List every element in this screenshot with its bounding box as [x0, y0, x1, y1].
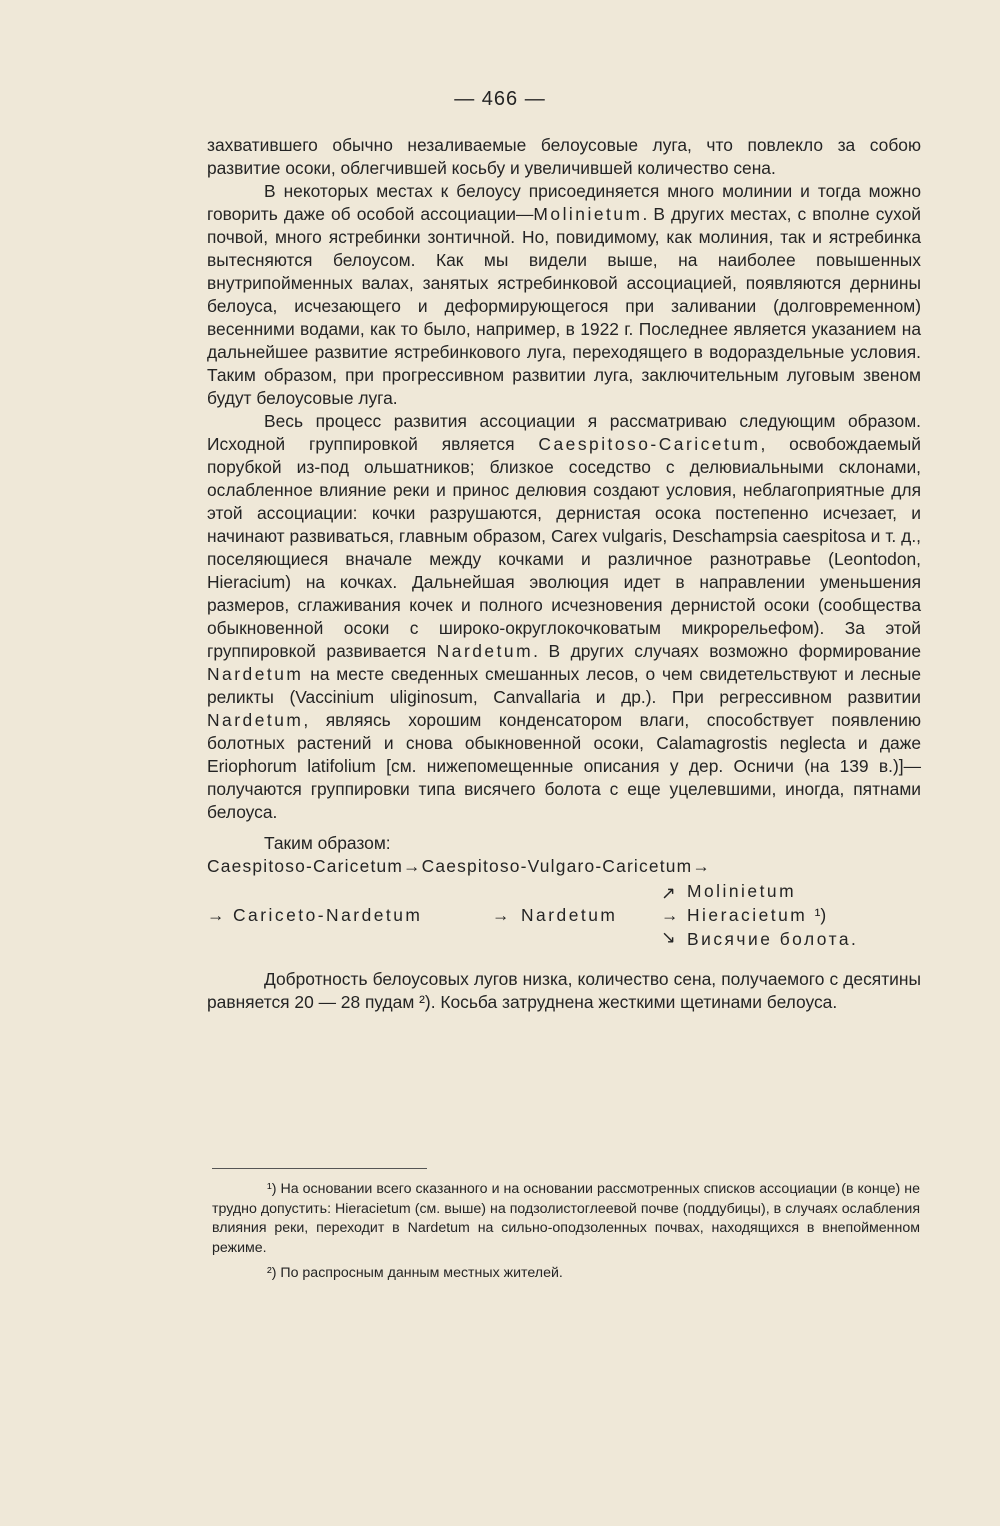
scheme-nardetum: Nardetum: [521, 905, 618, 925]
scheme-line-1: Caespitoso-Caricetum→Caespitoso-Vulgaro-Caricetum→: [207, 856, 711, 876]
footnotes: [212, 1180, 920, 1284]
scheme-branch: [207, 880, 921, 952]
paragraph-2-part-2: . В других местах, с вполне сухой почвой, много ястребинки зонтичной. Но, повидимому, как молиния, так и ястребинка вытесняются белоусом. Как мы видели выше, на наиболее повышенных внутрипойменных валах, занятых ястребинковой ассоциацией, появляются дернины белоуса, исчезающего и деформирующегося при заливании (долговременном) весенними водами, как то было, например, в 1922 г. Последнее является указанием на дальнейшее развитие ястребинкового луга, переходящего в водораздельные условия. Таким образом, при прогрессивном развитии луга, заключительным луговым звеном будут белоусовые луга.: [207, 204, 921, 408]
paragraph-2-part-1: В некоторых местах к белоусу присоединяется много молинии и тогда можно говорить даже об особой ассоциации—: [207, 181, 921, 224]
paragraph-2: [207, 180, 921, 410]
scheme-intro: Таким образом:: [264, 833, 391, 853]
main-text: [207, 134, 921, 1014]
term-caespitoso-caricetum: Caespitoso-Caricetum: [538, 434, 761, 454]
scheme-arrow-down: ↘: [661, 927, 676, 947]
footnote-ref-1: ¹): [814, 905, 827, 925]
paragraph-1: захватившего обычно незаливаемые белоусовые луга, что повлекло за собою развитие осоки, облегчившей косьбу и увеличившей количество сена.: [207, 135, 921, 178]
scheme-hieracietum: [687, 904, 826, 927]
paragraph-3: [207, 410, 921, 824]
scheme-arrow-up: ↗: [661, 883, 676, 903]
scheme-mid-arrow: →: [492, 905, 510, 925]
paragraph-4: Добротность белоусовых лугов низка, количество сена, получаемого с десятины равняется 20 — 28 пудам ²). Косьба затруднена жесткими щетинами белоуса.: [207, 969, 921, 1012]
footnote-divider: [212, 1168, 427, 1169]
term-nardetum-3: Nardetum: [207, 710, 304, 730]
paragraph-3-part-3: . В других случаях возможно формирование: [533, 641, 921, 661]
scheme-cariceto-nardetum: Cariceto-Nardetum: [233, 905, 423, 925]
footnote-1: ¹) На основании всего сказанного и на основании рассмотренных списков ассоциации (в конце) не трудно допустить: Hieracietum (см. выше) на подзолистоглеевой почве (поддубицы), в случаях ослабления влияния реки, переходит в Nardetum на сильно-оподзоленных почвах, находящихся в внепойменном режиме.: [212, 1181, 920, 1256]
paragraph-3-part-5: , являясь хорошим конденсатором влаги, способствует появлению болотных растений и снова обыкновенной осоки, Calamagrostis neglecta и даже Eriophorum latifolium [см. нижепомещенные описания у дер. Осничи (на 139 в.)]—получаются группировки типа висячего болота с еще уцелевшими, иногда, пятнами белоуса.: [207, 710, 921, 822]
page-number: — 466 —: [454, 88, 546, 110]
term-molinietum: Molinietum: [533, 204, 643, 224]
scheme-molinietum: Molinietum: [687, 881, 797, 901]
scheme-arrow-mid: →: [661, 905, 679, 925]
scheme-lead-arrow: →: [207, 905, 225, 925]
term-nardetum-1: Nardetum: [436, 641, 534, 661]
term-nardetum-2: Nardetum: [207, 664, 304, 684]
paragraph-3-part-2: , освобождаемый порубкой из-под ольшатников; близкое соседство с делювиальными склонами, ослабленное влияние реки и принос делювия создают условия, неблагоприятные для этой ассоциации: кочки разрушаются, дернистая осока постепенно исчезает, и начинают развиваться, главным образом, Carex vulgaris, Deschampsia caespitosa и т. д., поселяющиеся вначале между кочками и различное разнотравье (Leontodon, Hieracium) на кочках. Дальнейшая эволюция идет в направлении уменьшения размеров, сглаживания кочек и полного исчезновения дернистой осоки (сообщества обыкновенной осоки с широко-округлокочковатым микрорельефом). За этой группировкой развивается: [207, 434, 922, 661]
paragraph-3-part-1: Весь процесс развития ассоциации я рассматриваю следующим образом. Исходной группировкой является: [207, 411, 921, 454]
paragraph-3-part-4: на месте сведенных смешанных лесов, о чем свидетельствуют и лесные реликты (Vaccinium uliginosum, Canvallaria и др.). При регрессивном развитии: [207, 664, 921, 707]
footnote-2: ²) По распросным данным местных жителей.: [267, 1265, 563, 1281]
scheme-hieracietum-label: Hieracietum: [687, 905, 808, 925]
scheme-hanging-bogs: Висячие болота.: [687, 929, 859, 949]
